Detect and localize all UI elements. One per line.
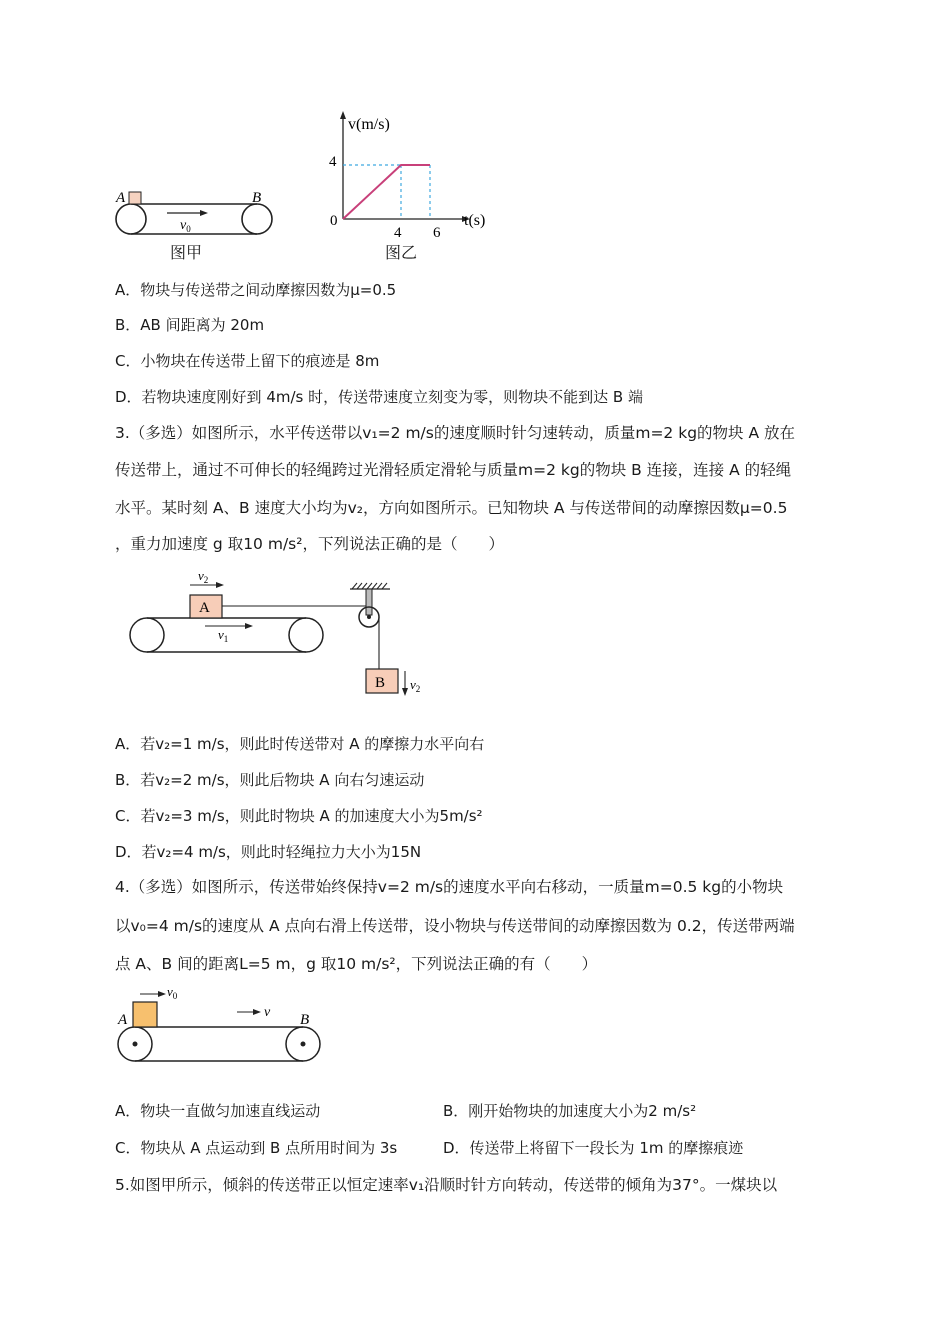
label-b: B: [300, 1012, 310, 1028]
x-tick-4: 4: [394, 225, 402, 241]
y-tick-4: 4: [329, 154, 337, 170]
q3-stem-line-4: ，重力加速度 g 取10 m/s²，下列说法正确的是（ ）: [115, 535, 504, 553]
q3-option-b: B．若v₂=2 m/s，则此后物块 A 向右匀速运动: [115, 771, 425, 789]
caption-jia: 图甲: [170, 243, 203, 262]
block-a-label: A: [199, 600, 210, 616]
q4-option-c: C．物块从 A 点运动到 B 点所用时间为 3s: [115, 1139, 398, 1157]
v-label: v: [264, 1005, 271, 1020]
y-axis-label: v(m/s): [348, 116, 390, 133]
q5-stem-line-1: 5.如图甲所示，倾斜的传送带正以恒定速率v₁沿顺时针方向转动，传送带的倾角为37°。一煤块以: [115, 1176, 778, 1194]
q3-stem-line-3: 水平。某时刻 A、B 速度大小均为v₂，方向如图所示。已知物块 A 与传送带间的动摩擦因数μ=0.5: [115, 499, 788, 517]
label-b: B: [252, 190, 262, 206]
q3-option-a: A．若v₂=1 m/s，则此时传送带对 A 的摩擦力水平向右: [115, 735, 485, 753]
q2-option-a: A．物块与传送带之间动摩擦因数为μ=0.5: [115, 281, 397, 299]
velocity-line: [343, 165, 430, 219]
v2-label-top: $v_2$: [198, 568, 209, 585]
q3-option-c: C．若v₂=3 m/s，则此时物块 A 的加速度大小为5m/s²: [115, 807, 483, 825]
q4-option-b: B．刚开始物块的加速度大小为2 m/s²: [443, 1102, 697, 1120]
v2-label-side: $v_2$: [410, 677, 421, 694]
q4-figure: [110, 982, 340, 1064]
conveyor-figure-jia: [115, 190, 272, 234]
label-v0: $v_0$: [180, 218, 191, 234]
label-a: A: [118, 1012, 128, 1028]
q2-option-c: C．小物块在传送带上留下的痕迹是 8m: [115, 352, 380, 370]
v0-label: $v_0$: [167, 984, 178, 1001]
q3-stem-line-2: 传送带上，通过不可伸长的轻绳跨过光滑轻质定滑轮与质量m=2 kg的物块 B 连接，连接 A 的轻绳: [115, 461, 792, 479]
q4-option-a: A．物块一直做匀加速直线运动: [115, 1102, 321, 1120]
small-block: [133, 1002, 157, 1027]
q3-stem-line-1: 3.（多选）如图所示，水平传送带以v₁=2 m/s的速度顺时针匀速转动，质量m=2 kg的物块 A 放在: [115, 424, 795, 442]
x-axis-label: t(s): [464, 212, 486, 229]
q4-option-d: D．传送带上将留下一段长为 1m 的摩擦痕迹: [443, 1139, 744, 1157]
q4-stem-line-3: 点 A、B 间的距离L=5 m，g 取10 m/s²，下列说法正确的有（ ）: [115, 955, 598, 973]
figure-1: [100, 105, 520, 270]
v1-label: $v_1$: [218, 627, 229, 644]
block-a: [129, 192, 141, 204]
q2-option-b: B．AB 间距离为 20m: [115, 316, 265, 334]
caption-yi: 图乙: [385, 243, 418, 262]
vt-graph: [329, 111, 485, 241]
q2-option-d: D．若物块速度刚好到 4m/s 时，传送带速度立刻变为零，则物块不能到达 B 端: [115, 388, 643, 406]
q3-option-d: D．若v₂=4 m/s，则此时轻绳拉力大小为15N: [115, 843, 422, 861]
label-a: A: [116, 190, 126, 206]
q3-figure: [120, 565, 440, 710]
x-tick-6: 6: [433, 225, 441, 241]
q4-stem-line-2: 以v₀=4 m/s的速度从 A 点向右滑上传送带，设小物块与传送带间的动摩擦因数为 0.2，传送带两端: [115, 917, 795, 935]
origin-label: 0: [330, 213, 338, 229]
block-b-label: B: [375, 675, 386, 691]
q4-stem-line-1: 4.（多选）如图所示，传送带始终保持v=2 m/s的速度水平向右移动，一质量m=0.5 kg的小物块: [115, 878, 784, 896]
vt-series: [343, 165, 430, 219]
